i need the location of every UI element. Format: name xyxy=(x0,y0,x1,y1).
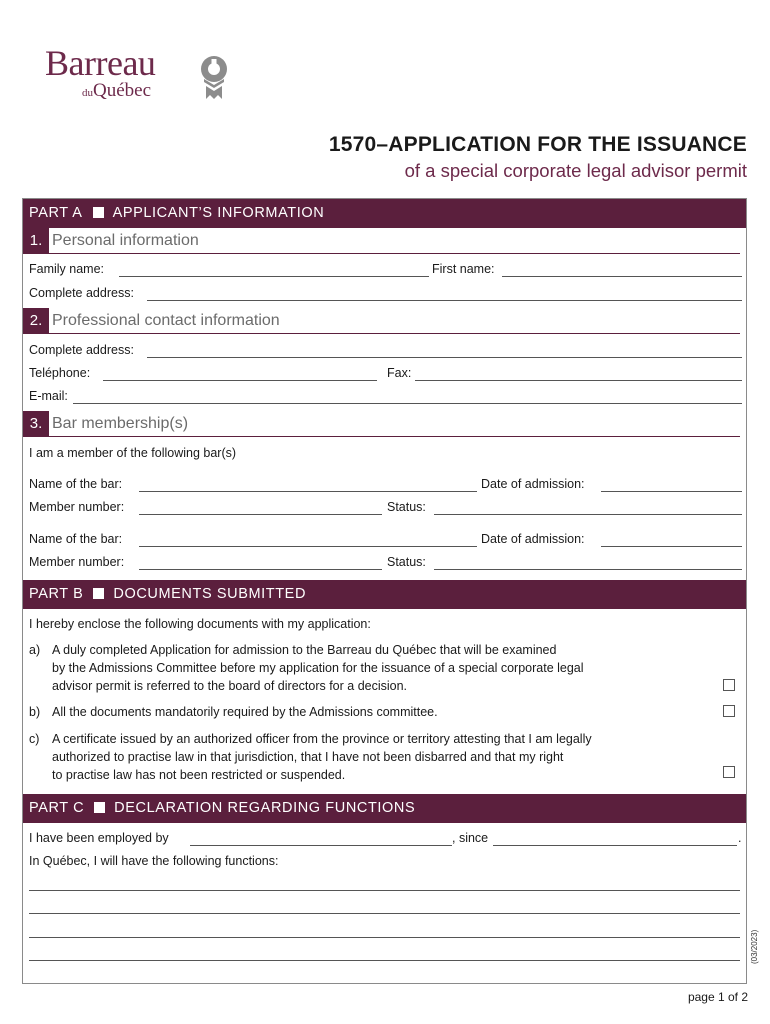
part-b-heading: DOCUMENTS SUBMITTED xyxy=(113,586,307,602)
member-number-label: Member number: xyxy=(29,555,125,569)
bar-1-name-field[interactable] xyxy=(139,491,477,492)
fax-label: Fax: xyxy=(387,366,412,380)
item-key: a) xyxy=(29,643,41,657)
date-of-admission-label: Date of admission: xyxy=(481,532,585,546)
personal-address-row xyxy=(29,285,740,303)
family-name-label: Family name: xyxy=(29,262,105,276)
bar-1-member-row xyxy=(29,499,740,517)
part-a-header xyxy=(23,199,746,228)
name-of-bar-label: Name of the bar: xyxy=(29,477,123,491)
logo-quebec: Québec xyxy=(93,80,152,101)
section-number: 2. xyxy=(23,308,49,334)
bar-1-status-field[interactable] xyxy=(434,514,742,515)
section-title: Bar membership(s) xyxy=(52,415,189,432)
first-name-label: First name: xyxy=(432,262,495,276)
bar-2-status-field[interactable] xyxy=(434,569,742,570)
part-b-label: PART B xyxy=(29,586,84,602)
bar-2-name-field[interactable] xyxy=(139,546,477,547)
section-title: Professional contact information xyxy=(52,312,280,329)
family-name-field[interactable] xyxy=(119,276,429,277)
personal-address-label: Complete address: xyxy=(29,286,134,300)
status-label: Status: xyxy=(387,555,426,569)
item-text-line: A certificate issued by an authorized officer from the province or territory attesting that I am legally xyxy=(52,732,592,746)
email-row xyxy=(29,388,740,406)
telephone-fax-row xyxy=(29,365,740,383)
section-title: Personal information xyxy=(52,232,199,249)
item-key: b) xyxy=(29,705,41,719)
document-c-checkbox[interactable] xyxy=(723,766,735,778)
functions-field-line-4[interactable] xyxy=(29,960,740,961)
professional-address-label: Complete address: xyxy=(29,343,134,357)
item-text-line: advisor permit is referred to the board of directors for a decision. xyxy=(52,679,408,693)
professional-address-field[interactable] xyxy=(147,357,742,358)
fax-field[interactable] xyxy=(415,380,742,381)
item-text-line: authorized to practise law in that jurisdiction, that I have not been disbarred and that my right xyxy=(52,750,564,764)
personal-address-field[interactable] xyxy=(147,300,742,301)
telephone-label: Teléphone: xyxy=(29,366,91,380)
form-title-main: 1570–APPLICATION FOR THE ISSUANCE xyxy=(328,133,747,156)
bar-membership-intro: I am a member of the following bar(s) xyxy=(29,446,237,460)
section-divider xyxy=(49,253,740,254)
page-number: page 1 of 2 xyxy=(687,990,748,1004)
bar-1-member-number-field[interactable] xyxy=(139,514,382,515)
telephone-field[interactable] xyxy=(103,380,377,381)
part-c-label: PART C xyxy=(29,800,85,816)
section-divider xyxy=(49,333,740,334)
logo-du: du xyxy=(82,87,93,99)
document-b-checkbox[interactable] xyxy=(723,705,735,717)
employed-by-label: I have been employed by xyxy=(29,831,169,845)
family-first-name-row xyxy=(29,261,740,279)
section-professional-contact xyxy=(23,308,746,334)
documents-intro: I hereby enclose the following documents with my application: xyxy=(29,617,371,631)
document-item-c xyxy=(29,730,709,784)
part-a-heading: APPLICANT’S INFORMATION xyxy=(112,205,325,221)
bar-2-name-row xyxy=(29,531,740,549)
logo-wordmark: Barreau xyxy=(45,43,156,83)
barreau-emblem-icon xyxy=(198,55,230,101)
employment-since-field[interactable] xyxy=(493,845,737,846)
square-bullet-icon xyxy=(93,207,104,218)
document-item-b xyxy=(29,703,709,721)
part-c-header xyxy=(23,794,746,823)
bar-2-member-number-field[interactable] xyxy=(139,569,382,570)
email-label: E-mail: xyxy=(29,389,68,403)
form-version: (03/2023) xyxy=(750,929,759,964)
barreau-logo xyxy=(45,44,245,104)
bar-2-admission-date-field[interactable] xyxy=(601,546,742,547)
professional-address-row xyxy=(29,342,740,360)
part-a-label: PART A xyxy=(29,205,83,221)
employment-row xyxy=(29,830,740,848)
sentence-period: . xyxy=(738,831,742,845)
item-text-line: All the documents mandatorily required by the Admissions committee. xyxy=(52,705,438,719)
section-divider xyxy=(49,436,740,437)
since-label: , since xyxy=(452,831,489,845)
part-b-header xyxy=(23,580,746,609)
section-number: 1. xyxy=(23,228,49,254)
date-of-admission-label: Date of admission: xyxy=(481,477,585,491)
part-c-heading: DECLARATION REGARDING FUNCTIONS xyxy=(114,800,416,816)
form-title xyxy=(329,132,747,184)
item-text-line: A duly completed Application for admission to the Barreau du Québec that will be examined xyxy=(52,643,557,657)
square-bullet-icon xyxy=(93,588,104,599)
functions-intro: In Québec, I will have the following functions: xyxy=(29,854,279,868)
employer-field[interactable] xyxy=(190,845,452,846)
name-of-bar-label: Name of the bar: xyxy=(29,532,123,546)
form-title-sub: of a special corporate legal advisor permit xyxy=(404,160,747,181)
functions-field-line-1[interactable] xyxy=(29,890,740,891)
first-name-field[interactable] xyxy=(502,276,742,277)
bar-1-admission-date-field[interactable] xyxy=(601,491,742,492)
member-number-label: Member number: xyxy=(29,500,125,514)
functions-field-line-2[interactable] xyxy=(29,913,740,914)
logo-subtitle xyxy=(82,81,151,103)
bar-2-member-row xyxy=(29,554,740,572)
application-form xyxy=(22,198,747,984)
item-key: c) xyxy=(29,732,40,746)
item-text-line: to practise law has not been restricted or suspended. xyxy=(52,768,346,782)
bar-1-name-row xyxy=(29,476,740,494)
functions-field-line-3[interactable] xyxy=(29,937,740,938)
section-number: 3. xyxy=(23,411,49,437)
section-bar-memberships xyxy=(23,411,746,437)
square-bullet-icon xyxy=(94,802,105,813)
section-personal-information xyxy=(23,228,746,254)
status-label: Status: xyxy=(387,500,426,514)
document-a-checkbox[interactable] xyxy=(723,679,735,691)
item-text-line: by the Admissions Committee before my application for the issuance of a special corporate legal xyxy=(52,661,584,675)
document-item-a xyxy=(29,641,709,695)
email-field[interactable] xyxy=(73,403,742,404)
